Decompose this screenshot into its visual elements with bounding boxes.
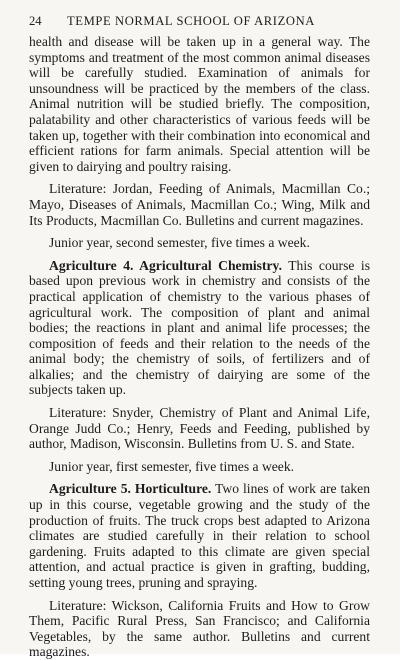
- paragraph-agriculture-5: [29, 481, 370, 590]
- course-heading-agriculture-4: Agriculture 4. Agricultural Chemistry.: [49, 257, 282, 273]
- paragraph-literature-agriculture-3: Literature: Jordan, Feeding of Animals, Macmillan Co.; Mayo, Diseases of Animals, Macmillan Co.; Wing, Milk and Its Products, Macmillan Co. Bulletins and current magazines.: [29, 181, 370, 228]
- paragraph-agriculture-4: [29, 258, 370, 398]
- course-description-agriculture-4: This course is based upon previous work in chemistry and consists of the practical application of chemistry to the various phases of agricultural work. The composition of plant and animal bodies; the reactions in plant and animal life processes; the composition of feeds and their relation to the needs of the animal body; the chemistry of soils, of fertilizers and of alkalies; and the chemistry of dairying are some of the subjects taken up.: [29, 257, 370, 398]
- paragraph-schedule-agriculture-4: Junior year, first semester, five times a week.: [49, 458, 295, 474]
- page-number: 24: [29, 14, 42, 28]
- page-header: [29, 14, 370, 34]
- running-title: TEMPE NORMAL SCHOOL OF ARIZONA: [67, 14, 315, 28]
- course-heading-agriculture-5: Agriculture 5. Horticulture.: [49, 481, 212, 497]
- paragraph-literature-agriculture-4: Literature: Snyder, Chemistry of Plant and Animal Life, Orange Judd Co.; Henry, Feeds and Feeding, published by author, Madison, Wisconsin. Bulletins from U. S. and State.: [29, 405, 370, 452]
- course-description-agriculture-5: Two lines of work are taken up in this course, vegetable growing and the study of the production of fruits. The truck crops best adapted to Arizona climates are studied carefully in their relation to school gardening. Fruits adapted to this climate are given special attention, and actual practice is given in grafting, budding, setting young trees, pruning and spraying.: [29, 481, 370, 590]
- paragraph-literature-agriculture-5: Literature: Wickson, California Fruits and How to Grow Them, Pacific Rural Press, San Francisco; and California Vegetables, by the same author. Bulletins and current magazines.: [29, 597, 370, 660]
- paragraph-schedule-agriculture-3: Junior year, second semester, five times a week.: [49, 235, 310, 251]
- paragraph-animal-husbandry-continued: health and disease will be taken up in a general way. The symptoms and treatment of the most common animal diseases will be carefully studied. Examination of animals for unsoundness will be practiced by the members of the class. Animal nutrition will be studied briefly. The composition, palatability and other characteristics of various feeds will be taken up, together with their combination into economical and efficient rations for farm animals. Special attention will be given to dairying and poultry raising.: [29, 34, 370, 174]
